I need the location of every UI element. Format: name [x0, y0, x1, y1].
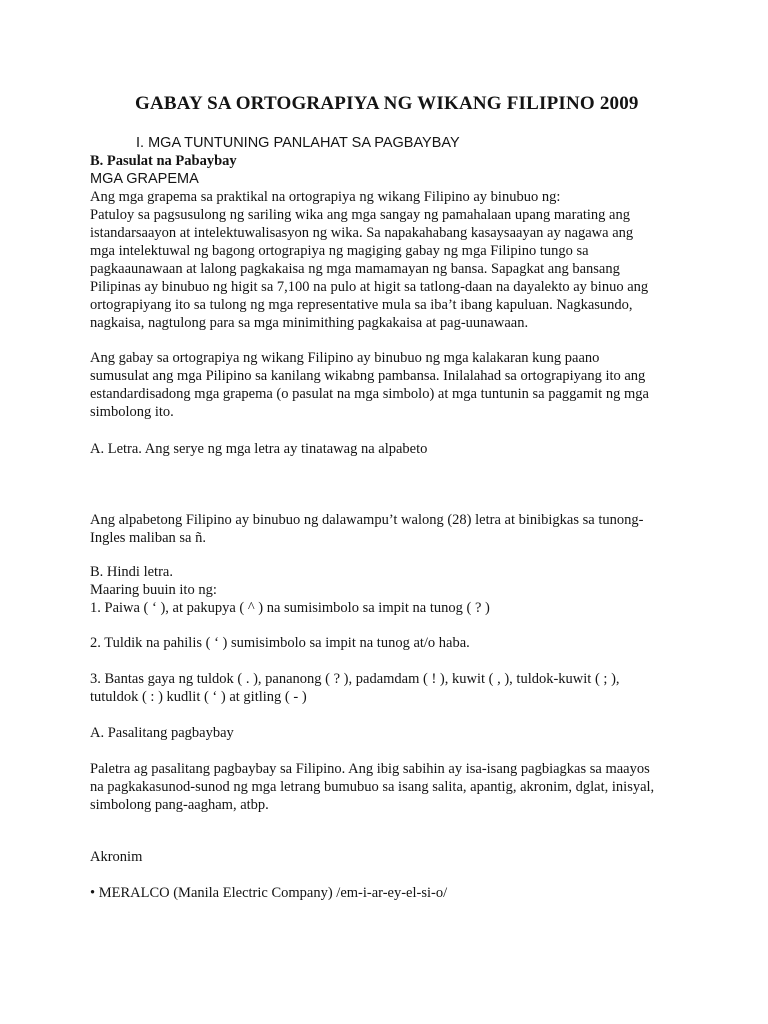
- paragraph-line: mga intelektuwal ng bagong ortograpiya ng magiging gabay ng mga Filipino tungo sa: [90, 243, 589, 259]
- section-heading: I. MGA TUNTUNING PANLAHAT SA PAGBAYBAY: [136, 135, 460, 151]
- list-item: 3. Bantas gaya ng tuldok ( . ), pananong ( ? ), padamdam ( ! ), kuwit ( , ), tuldok-kuwit ( ; ),: [90, 671, 620, 687]
- letra-line: A. Letra. Ang serye ng mga letra ay tinatawag na alpabeto: [90, 441, 428, 457]
- grapema-heading: MGA GRAPEMA: [90, 171, 199, 187]
- list-item: 1. Paiwa ( ‘ ), at pakupya ( ^ ) na sumisimbolo sa impit na tunog ( ? ): [90, 600, 490, 616]
- paragraph-line: simbolong ito.: [90, 404, 174, 420]
- subsection-heading: B. Pasulat na Pabaybay: [90, 153, 237, 169]
- maaring-line: Maaring buuin ito ng:: [90, 582, 217, 598]
- akronim-heading: Akronim: [90, 849, 143, 865]
- document-title: GABAY SA ORTOGRAPIYA NG WIKANG FILIPINO 2009: [135, 93, 639, 114]
- paragraph-line: Ang mga grapema sa praktikal na ortograpiya ng wikang Filipino ay binubuo ng:: [90, 189, 561, 205]
- pasalitang-heading: A. Pasalitang pagbaybay: [90, 725, 234, 741]
- paragraph-line: estandardisadong mga grapema (o pasulat na mga simbolo) at mga tuntunin sa paggamit ng mga: [90, 386, 649, 402]
- paragraph-line: ortograpiyang ito sa tulong ng mga representative mula sa iba’t ibang kapuluan. Nagkasundo,: [90, 297, 633, 313]
- paragraph-line: Paletra ag pasalitang pagbaybay sa Filipino. Ang ibig sabihin ay isa-isang pagbiagkas sa maayos: [90, 761, 650, 777]
- paragraph-line: simbolong pang-aagham, atbp.: [90, 797, 269, 813]
- paragraph-line: sumusulat ang mga Pilipino sa kanilang wikabng pambansa. Inilalahad sa ortograpiyang ito ang: [90, 368, 646, 384]
- bullet-item: • MERALCO (Manila Electric Company) /em-i-ar-ey-el-si-o/: [90, 885, 448, 901]
- paragraph-line: Ang gabay sa ortograpiya ng wikang Filipino ay binubuo ng mga kalakaran kung paano: [90, 350, 600, 366]
- paragraph-line: Ingles maliban sa ñ.: [90, 530, 206, 546]
- paragraph-line: Pilipinas ay binubuo ng higit sa 7,100 na pulo at higit sa tatlong-daan na dayalekto ay binuo ang: [90, 279, 649, 295]
- paragraph-line: pagkaaunawaan at lalong pagkakaisa ng mga mamamayan ng bansa. Sapagkat ang bansang: [90, 261, 620, 277]
- list-item: tutuldok ( : ) kudlit ( ‘ ) at gitling ( - ): [90, 689, 307, 705]
- paragraph-line: Patuloy sa pagsusulong ng sariling wika ang mga sangay ng pamahalaan upang marating ang: [90, 207, 630, 223]
- list-item: 2. Tuldik na pahilis ( ‘ ) sumisimbolo sa impit na tunog at/o haba.: [90, 635, 470, 651]
- paragraph-line: Ang alpabetong Filipino ay binubuo ng dalawampu’t walong (28) letra at binibigkas sa tunong-: [90, 512, 644, 528]
- paragraph-line: nagkaisa, nagtulong para sa mga minimithing pagkakaisa at pag-uunawaan.: [90, 315, 529, 331]
- paragraph-line: istandarsaayon at intelektuwalisasyon ng wika. Sa napakahabang kasaysaayan ay nagawa ang: [90, 225, 634, 241]
- hindi-letra-heading: B. Hindi letra.: [90, 564, 173, 580]
- paragraph-line: na pagkakasunod-sunod ng mga letrang bumubuo sa isang salita, apantig, akronim, dglat, inisyal,: [90, 779, 655, 795]
